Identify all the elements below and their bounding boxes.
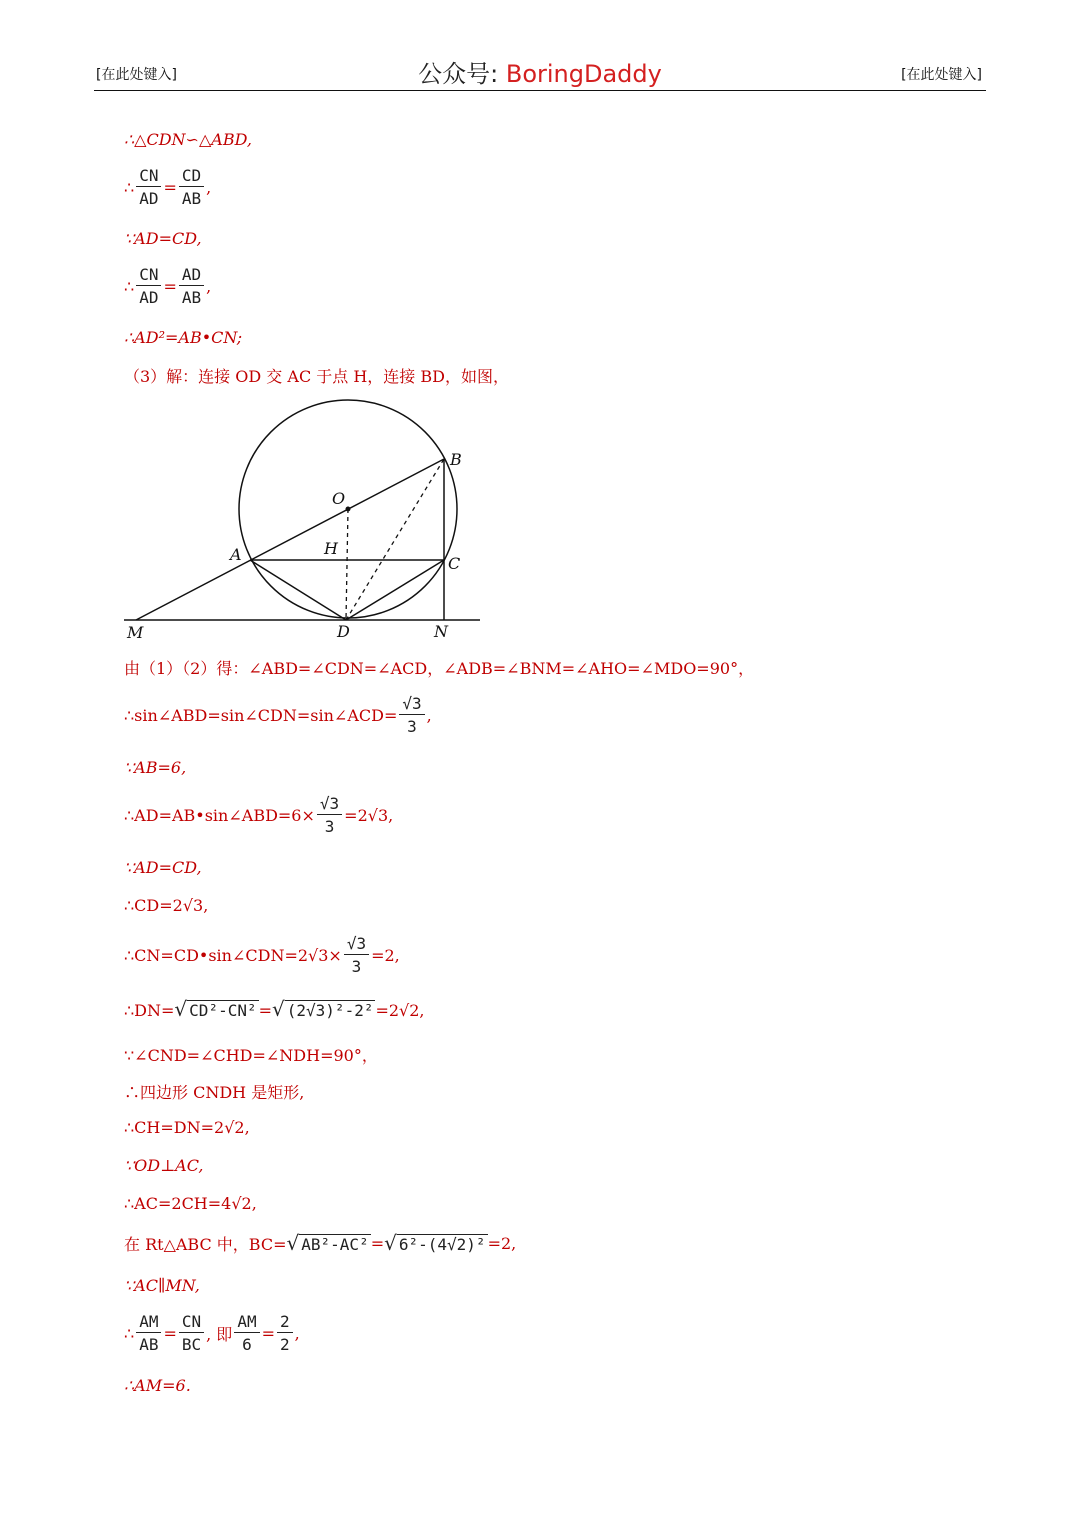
frac-num: CN (179, 1312, 204, 1333)
frac-num: CN (136, 166, 161, 187)
frac-den: AD (139, 288, 159, 307)
line-14-suffix: =2√2, (375, 1000, 425, 1020)
line-22 (124, 1312, 300, 1354)
fraction-sqrt3-over-3 (399, 694, 424, 736)
line-11: ∵AD=CD, (124, 858, 202, 877)
segment-bd-dashed (346, 459, 444, 620)
label-o: O (332, 489, 346, 508)
fraction-cn-ad (136, 265, 161, 307)
label-h: H (324, 539, 338, 558)
radicand: AB²-AC² (301, 1234, 369, 1254)
header-left-placeholder: [在此处键入] (96, 67, 177, 83)
frac-den: AB (181, 189, 202, 208)
radical-sign: √ (384, 1230, 397, 1255)
radical-cd-cn (174, 997, 258, 1021)
line-4 (124, 265, 211, 307)
line-4-prefix: ∴ (124, 276, 135, 296)
fraction-sqrt3-over-3 (317, 794, 342, 836)
frac-den: AB (139, 1335, 159, 1354)
radical-sign: √ (174, 997, 188, 1021)
line-21: ∵AC∥MN, (124, 1276, 200, 1295)
frac-num: √3 (399, 694, 424, 715)
label-c: C (448, 554, 461, 573)
line-10 (124, 794, 393, 836)
line-6: （3）解：连接 OD 交 AC 于点 H，连接 BD，如图， (124, 367, 509, 386)
segment-dc (346, 560, 444, 620)
frac-num: 2 (277, 1312, 293, 1333)
equals: = (258, 1000, 273, 1020)
radicand: CD²-CN² (189, 1001, 257, 1020)
line-1: ∴△CDN∽△ABD, (124, 130, 252, 149)
line-20-prefix: 在 Rt△ABC 中，BC= (124, 1235, 287, 1254)
radical-ab-ac (286, 1230, 371, 1255)
header-divider (94, 90, 986, 91)
equals: = (261, 1323, 275, 1343)
frac-num: AM (136, 1312, 161, 1333)
header-title-prefix: 公众号: (418, 60, 506, 88)
frac-num: AM (234, 1312, 259, 1333)
line-23: ∴AM=6. (124, 1376, 191, 1395)
line-18: ∵OD⊥AC, (124, 1156, 204, 1175)
radical-numeric (384, 1230, 487, 1255)
line-2 (124, 166, 211, 208)
line-3: ∵AD=CD, (124, 229, 202, 248)
frac-den: AB (181, 288, 202, 307)
label-m: M (127, 623, 144, 642)
frac-num: √3 (317, 794, 342, 815)
fraction-am-ab (136, 1312, 161, 1354)
radical-sign: √ (286, 1230, 300, 1255)
line-8-suffix: , (426, 705, 432, 725)
header-brand: BoringDaddy (505, 60, 662, 88)
line-4-suffix: , (206, 276, 212, 296)
label-n: N (434, 622, 448, 641)
line-8 (124, 694, 432, 736)
segment-ad (250, 560, 346, 620)
frac-num: CN (136, 265, 161, 286)
equals: = (163, 177, 177, 197)
radical-sign: √ (272, 997, 285, 1021)
line-5: ∴AD²=AB•CN; (124, 328, 243, 347)
radicand: (2√3)²-2² (286, 1001, 374, 1020)
equals: = (163, 1323, 177, 1343)
fraction-ad-ab (179, 265, 204, 307)
line-2-suffix: , (206, 177, 212, 197)
frac-den: 3 (324, 817, 335, 836)
line-9: ∵AB=6, (124, 758, 187, 777)
point-o (346, 507, 351, 512)
geometry-figure (120, 398, 490, 644)
line-10-suffix: =2√3, (344, 805, 394, 825)
radicand: 6²-(4√2)² (398, 1234, 486, 1254)
frac-den: 6 (242, 1335, 252, 1354)
line-mb (136, 459, 444, 620)
segment-od-dashed (346, 509, 348, 620)
radical-numeric (272, 997, 375, 1021)
equals: = (370, 1234, 385, 1253)
line-16: ∴四边形 CNDH 是矩形, (124, 1083, 305, 1102)
line-2-prefix: ∴ (124, 177, 135, 197)
line-22-suffix: , (294, 1323, 300, 1343)
fraction-cn-bc (179, 1312, 204, 1354)
fraction-cn-ad (136, 166, 161, 208)
line-20 (124, 1232, 516, 1255)
line-14-prefix: ∴DN= (124, 1000, 175, 1020)
line-12: ∴CD=2√3, (124, 896, 209, 915)
fraction-cd-ab (179, 166, 204, 208)
line-19: ∴AC=2CH=4√2, (124, 1194, 257, 1213)
line-22-prefix: ∴ (124, 1323, 135, 1343)
line-14 (124, 997, 425, 1021)
label-a: A (230, 545, 242, 564)
line-13 (124, 934, 400, 976)
line-17: ∴CH=DN=2√2, (124, 1118, 250, 1137)
equals: = (163, 276, 177, 296)
frac-den: 2 (279, 1335, 290, 1354)
frac-num: CD (179, 166, 204, 187)
fraction-2-2 (277, 1312, 293, 1354)
frac-num: √3 (344, 934, 369, 955)
line-13-suffix: =2, (371, 945, 400, 965)
frac-den: 3 (407, 717, 417, 736)
frac-den: AD (139, 189, 159, 208)
fraction-am-6 (234, 1312, 259, 1354)
line-13-prefix: ∴CN=CD•sin∠CDN=2√3× (124, 945, 342, 965)
line-22-middle: , 即 (206, 1324, 233, 1344)
header-right-placeholder: [在此处键入] (901, 67, 982, 83)
line-7: 由（1）（2）得：∠ABD=∠CDN=∠ACD，∠ADB=∠BNM=∠AHO=∠MDO=90°， (124, 659, 755, 678)
line-10-prefix: ∴AD=AB•sin∠ABD=6× (124, 805, 315, 825)
line-15: ∵∠CND=∠CHD=∠NDH=90°， (124, 1046, 378, 1065)
line-8-prefix: ∴sin∠ABD=sin∠CDN=sin∠ACD= (124, 705, 398, 725)
frac-den: BC (181, 1335, 202, 1354)
label-b: B (450, 450, 462, 469)
line-20-suffix: =2, (487, 1234, 517, 1253)
label-d: D (337, 622, 350, 641)
frac-num: AD (179, 265, 204, 286)
fraction-sqrt3-over-3 (344, 934, 369, 976)
frac-den: 3 (351, 957, 362, 976)
